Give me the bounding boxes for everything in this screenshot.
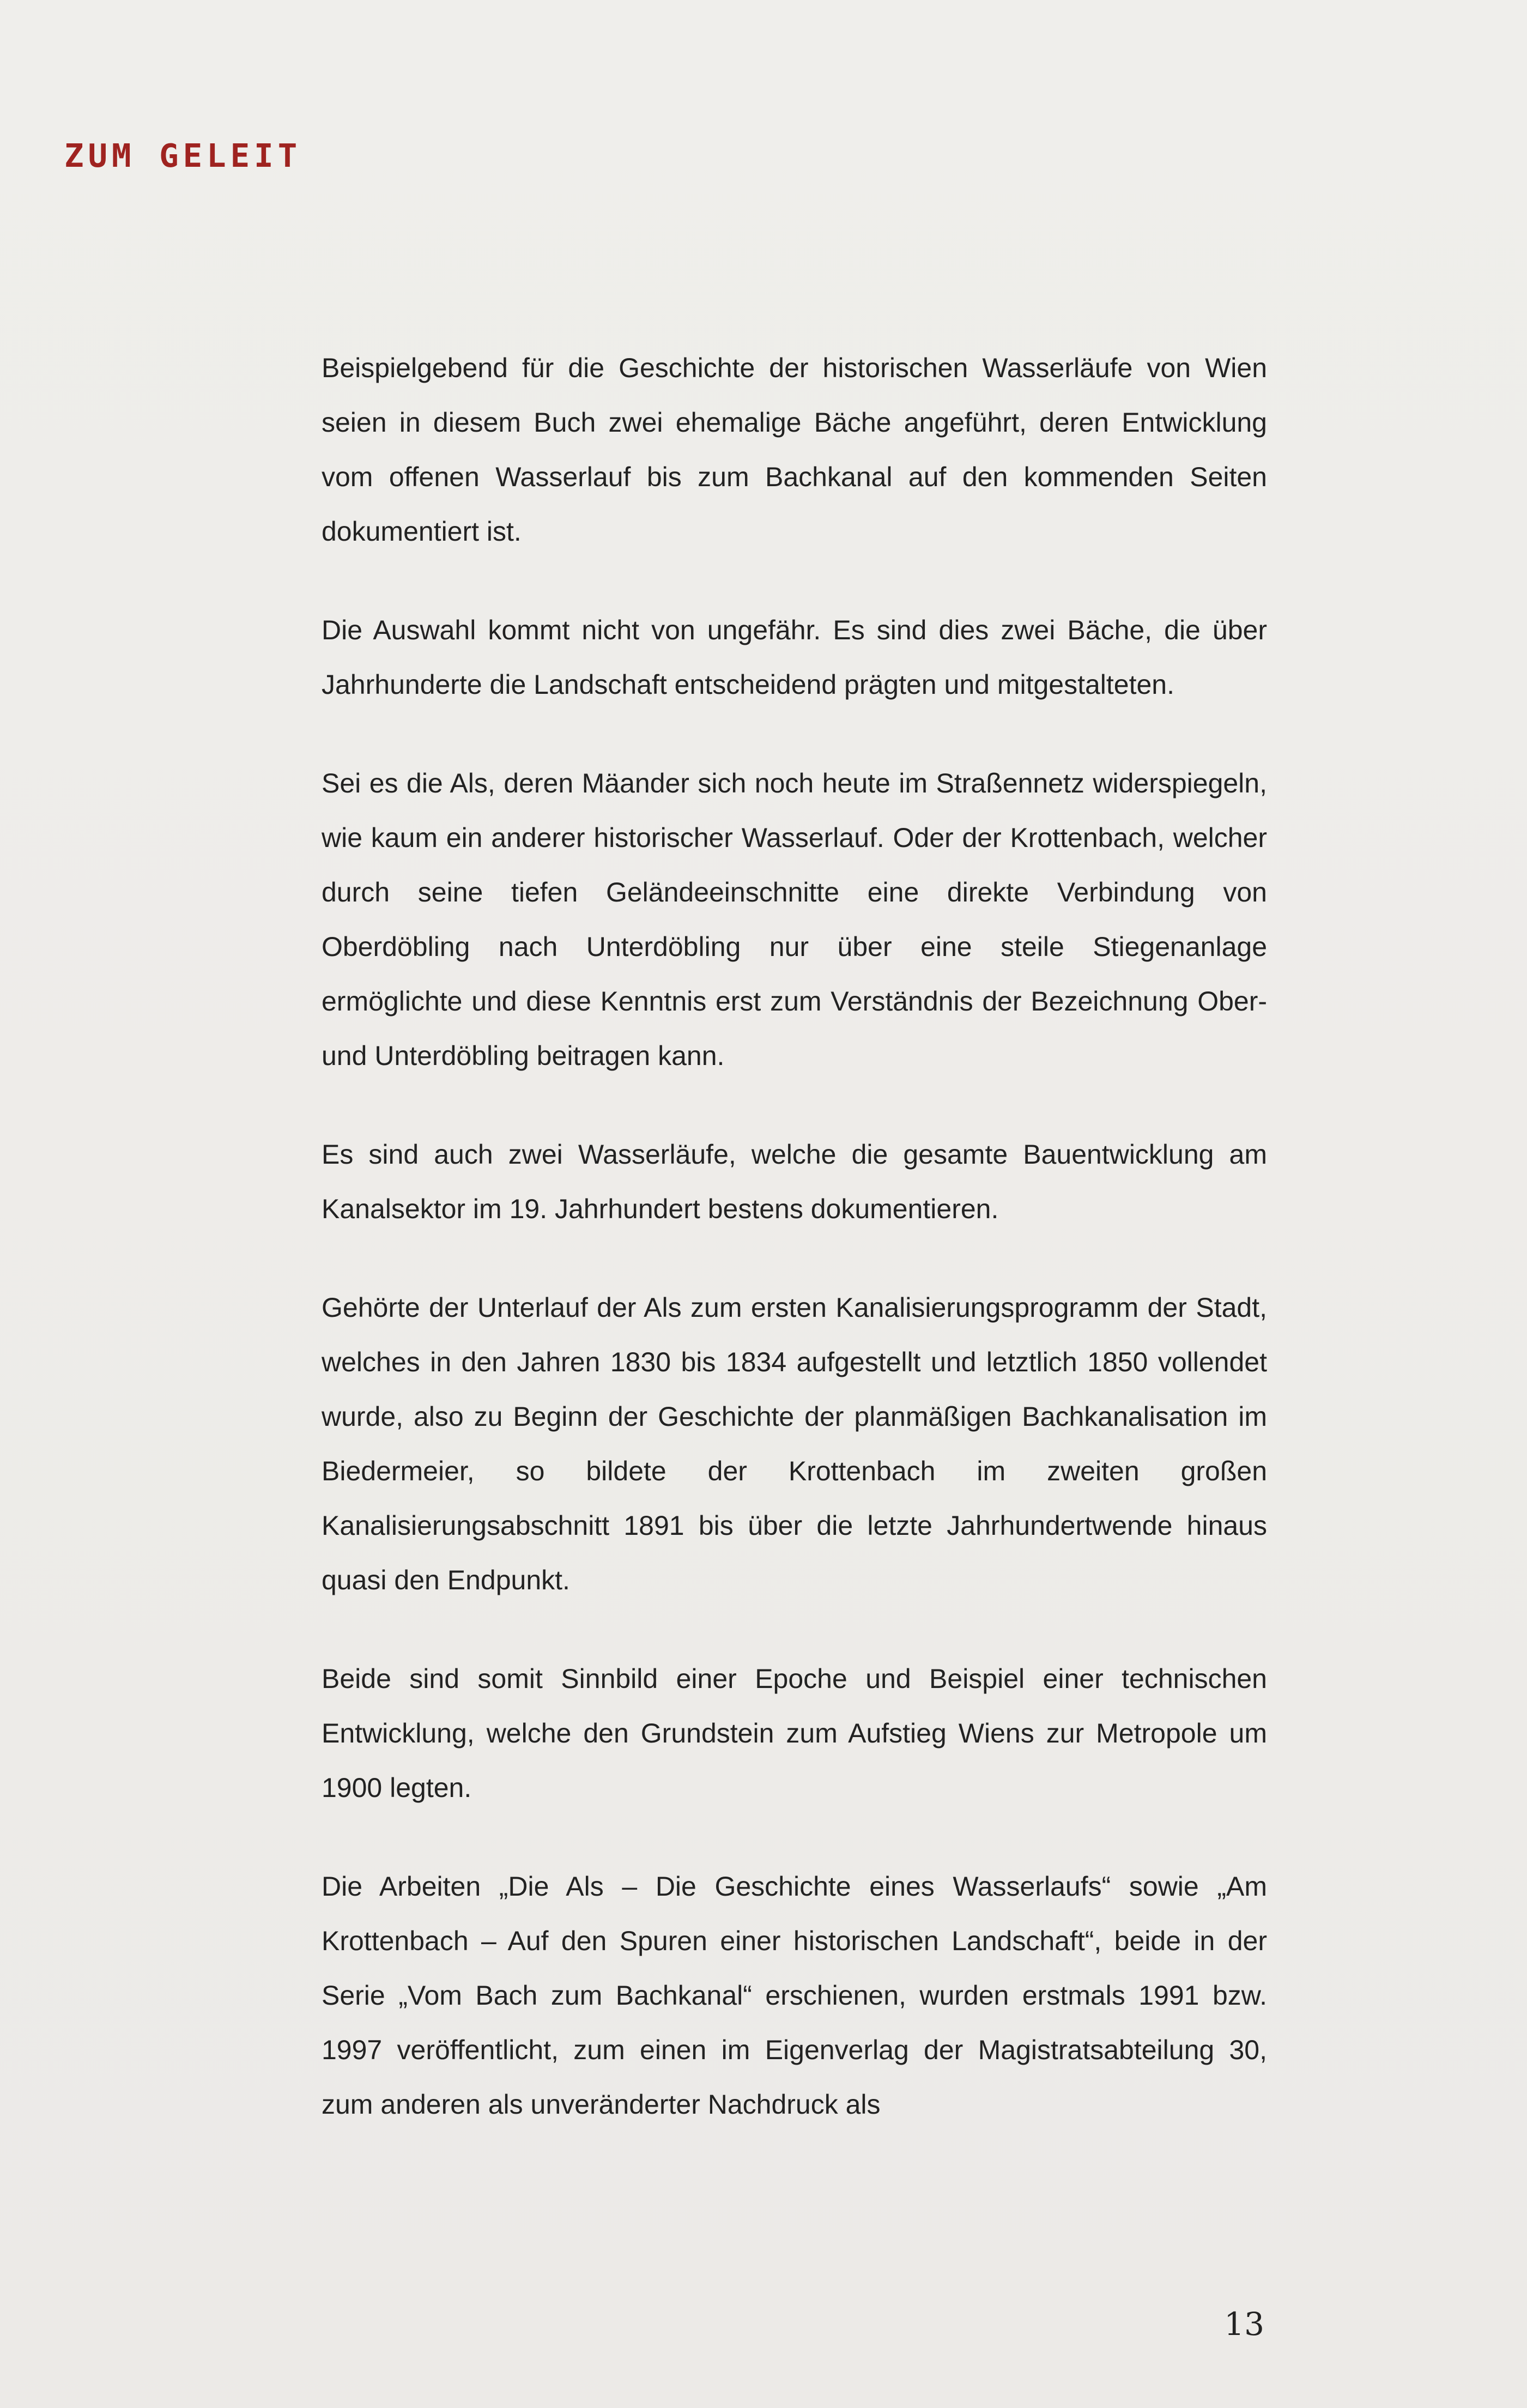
paragraph: Beispielgebend für die Geschichte der historischen Wasserläufe von Wien seien in diesem Buch zwei ehemalige Bäche angeführt, deren Entwicklung vom offenen Wasserlauf bis zum Bachkanal auf den kommenden Seiten dokumentiert ist. (322, 353, 1267, 547)
paragraph: Sei es die Als, deren Mäander sich noch heute im Straßennetz widerspiegeln, wie kaum ein anderer historischer Wasserlauf. Oder der Krottenbach, welcher durch seine tiefen Geländeeinschnitte eine direkte Verbindung von Oberdöbling nach Unterdöbling nur über eine steile Stiegenanlage ermöglichte und diese Kenntnis erst zum Verständnis der Bezeichnung Ober- und Unterdöbling beitragen kann. (322, 768, 1267, 1071)
paragraph: Gehörte der Unterlauf der Als zum ersten Kanalisierungsprogramm der Stadt, welches in den Jahren 1830 bis 1834 aufgestellt und letztlich 1850 vollendet wurde, also zu Beginn der Geschichte der planmäßigen Bachkanalisation im Biedermeier, so bildete der Krottenbach im zweiten großen Kanalisierungsabschnitt 1891 bis über die letzte Jahrhundertwende hinaus quasi den Endpunkt. (322, 1292, 1267, 1595)
section-title: ZUM GELEIT (64, 137, 302, 174)
page-number: 13 (1224, 2306, 1264, 2343)
paragraph: Die Auswahl kommt nicht von ungefähr. Es sind dies zwei Bäche, die über Jahrhunderte die Landschaft entscheidend prägten und mitgestalteten. (322, 615, 1267, 700)
paragraph: Es sind auch zwei Wasserläufe, welche die gesamte Bauentwicklung am Kanalsektor im 19. Jahrhundert bestens dokumentieren. (322, 1139, 1267, 1224)
paragraph: Beide sind somit Sinnbild einer Epoche und Beispiel einer technischen Entwicklung, welche den Grundstein zum Aufstieg Wiens zur Metropole um 1900 legten. (322, 1663, 1267, 1803)
paragraph: Die Arbeiten „Die Als – Die Geschichte eines Wasserlaufs“ sowie „Am Krottenbach – Auf den Spuren einer historischen Landschaft“, beide in der Serie „Vom Bach zum Bachkanal“ erschienen, wurden erstmals 1991 bzw. 1997 veröffentlicht, zum einen im Eigenverlag der Magistratsabteilung 30, zum anderen als unveränderter Nachdruck als (322, 1871, 1267, 2120)
body-text (322, 341, 1267, 2176)
